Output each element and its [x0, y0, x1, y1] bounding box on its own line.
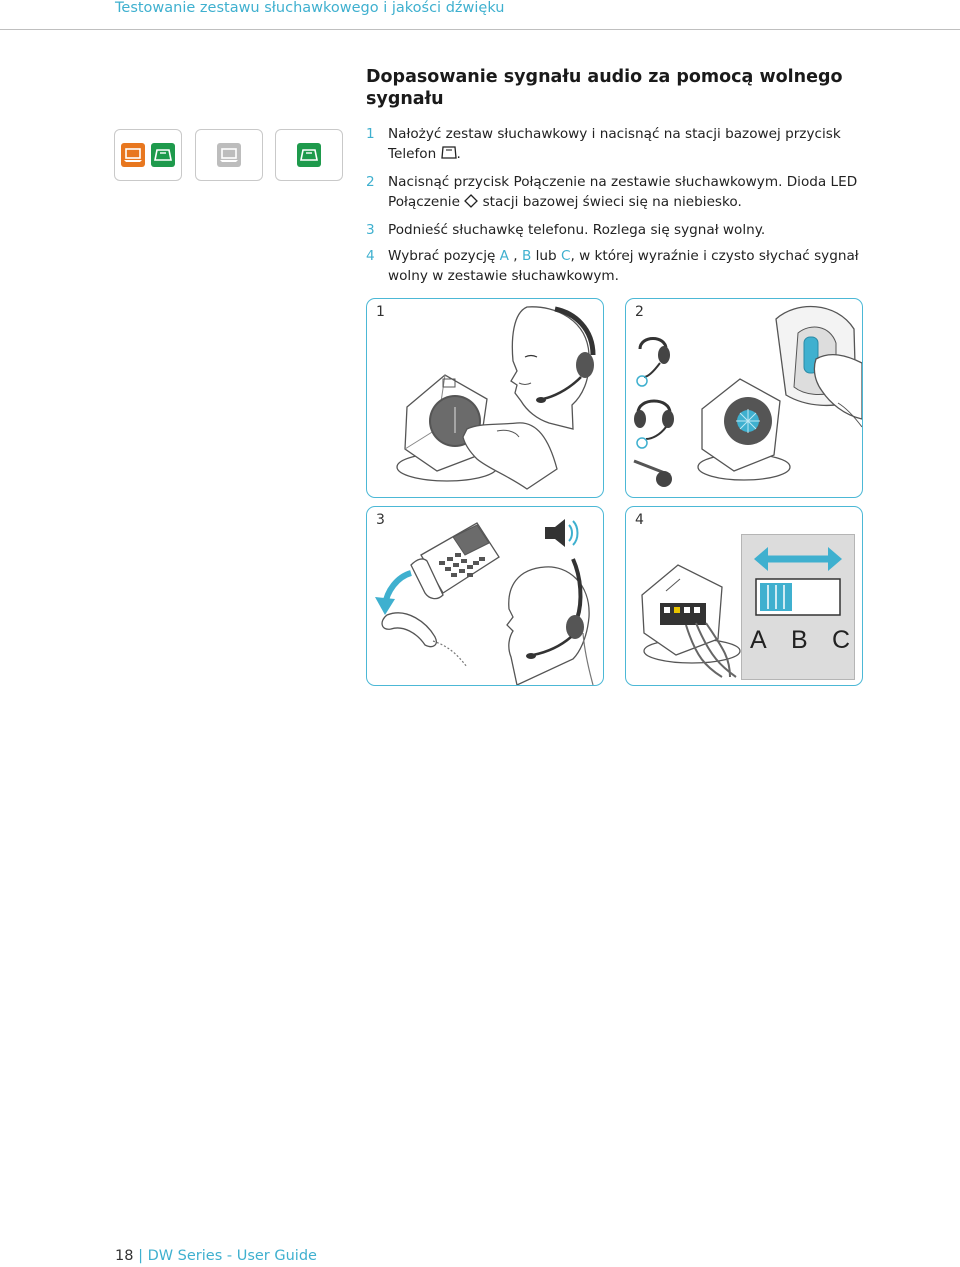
step-text: Wybrać pozycję — [388, 248, 500, 264]
switch-position-labels — [750, 626, 850, 655]
steps-list — [366, 124, 870, 292]
headset-button-illustration — [626, 299, 862, 497]
panel-label: 3 — [376, 512, 385, 528]
panel-label: 4 — [635, 512, 644, 528]
step-number: 2 — [366, 174, 375, 190]
illustration-panel-1 — [366, 298, 604, 498]
header-title: Testowanie zestawu słuchawkowego i jakości dźwięku — [115, 0, 505, 16]
illustration-panel-4 — [625, 506, 863, 686]
page-footer — [115, 1248, 317, 1264]
step-number: 4 — [366, 248, 375, 264]
guide-title: DW Series - User Guide — [147, 1248, 317, 1264]
phone-indicator — [275, 129, 343, 181]
position-c: C — [560, 248, 571, 264]
headset-and-base-illustration — [367, 299, 603, 497]
switch-label-b: B — [790, 626, 808, 654]
footer-separator: | — [138, 1248, 143, 1264]
step-3 — [366, 220, 870, 240]
pc-phone-indicator — [114, 129, 182, 181]
phone-icon — [151, 143, 175, 167]
step-text: Nacisnąć przycisk Połączenie na zestawie słuchawkowym. Dioda LED Połączenie — [388, 174, 858, 210]
page-header — [0, 0, 960, 30]
section-title: Dopasowanie sygnału audio za pomocą wolnego sygnału — [366, 67, 843, 109]
panel-label: 2 — [635, 304, 644, 320]
position-b: B — [521, 248, 532, 264]
position-a: A — [499, 248, 509, 264]
panel-label: 1 — [376, 304, 385, 320]
switch-closeup — [741, 534, 855, 680]
link-led-icon — [464, 194, 478, 214]
step-number: 1 — [366, 126, 375, 142]
separator: lub — [531, 248, 561, 264]
pc-icon — [217, 143, 241, 167]
pc-icon — [121, 143, 145, 167]
double-arrow-icon — [742, 535, 854, 679]
step-2 — [366, 172, 870, 214]
switch-label-c: C — [831, 626, 850, 654]
step-1 — [366, 124, 870, 166]
step-text: Nałożyć zestaw słuchawkowy i nacisnąć na stacji bazowej przycisk Telefon — [388, 126, 841, 162]
step-4 — [366, 246, 870, 286]
pc-indicator — [195, 129, 263, 181]
step-text-end: . — [456, 146, 461, 162]
step-text: Podnieść słuchawkę telefonu. Rozlega się sygnał wolny. — [388, 222, 766, 238]
step-text-end: stacji bazowej świeci się na niebiesko. — [478, 194, 742, 210]
illustration-panel-2 — [625, 298, 863, 498]
phone-icon — [297, 143, 321, 167]
separator: , — [508, 248, 522, 264]
switch-label-a: A — [750, 626, 767, 654]
desk-phone-illustration — [367, 507, 603, 685]
page-number: 18 — [115, 1248, 134, 1264]
step-number: 3 — [366, 222, 375, 238]
phone-icon — [441, 145, 457, 166]
illustration-panel-3 — [366, 506, 604, 686]
step-text-end: , w której wyraźnie i czysto słychać sygnał wolny w zestawie słuchawkowym. — [388, 248, 859, 284]
